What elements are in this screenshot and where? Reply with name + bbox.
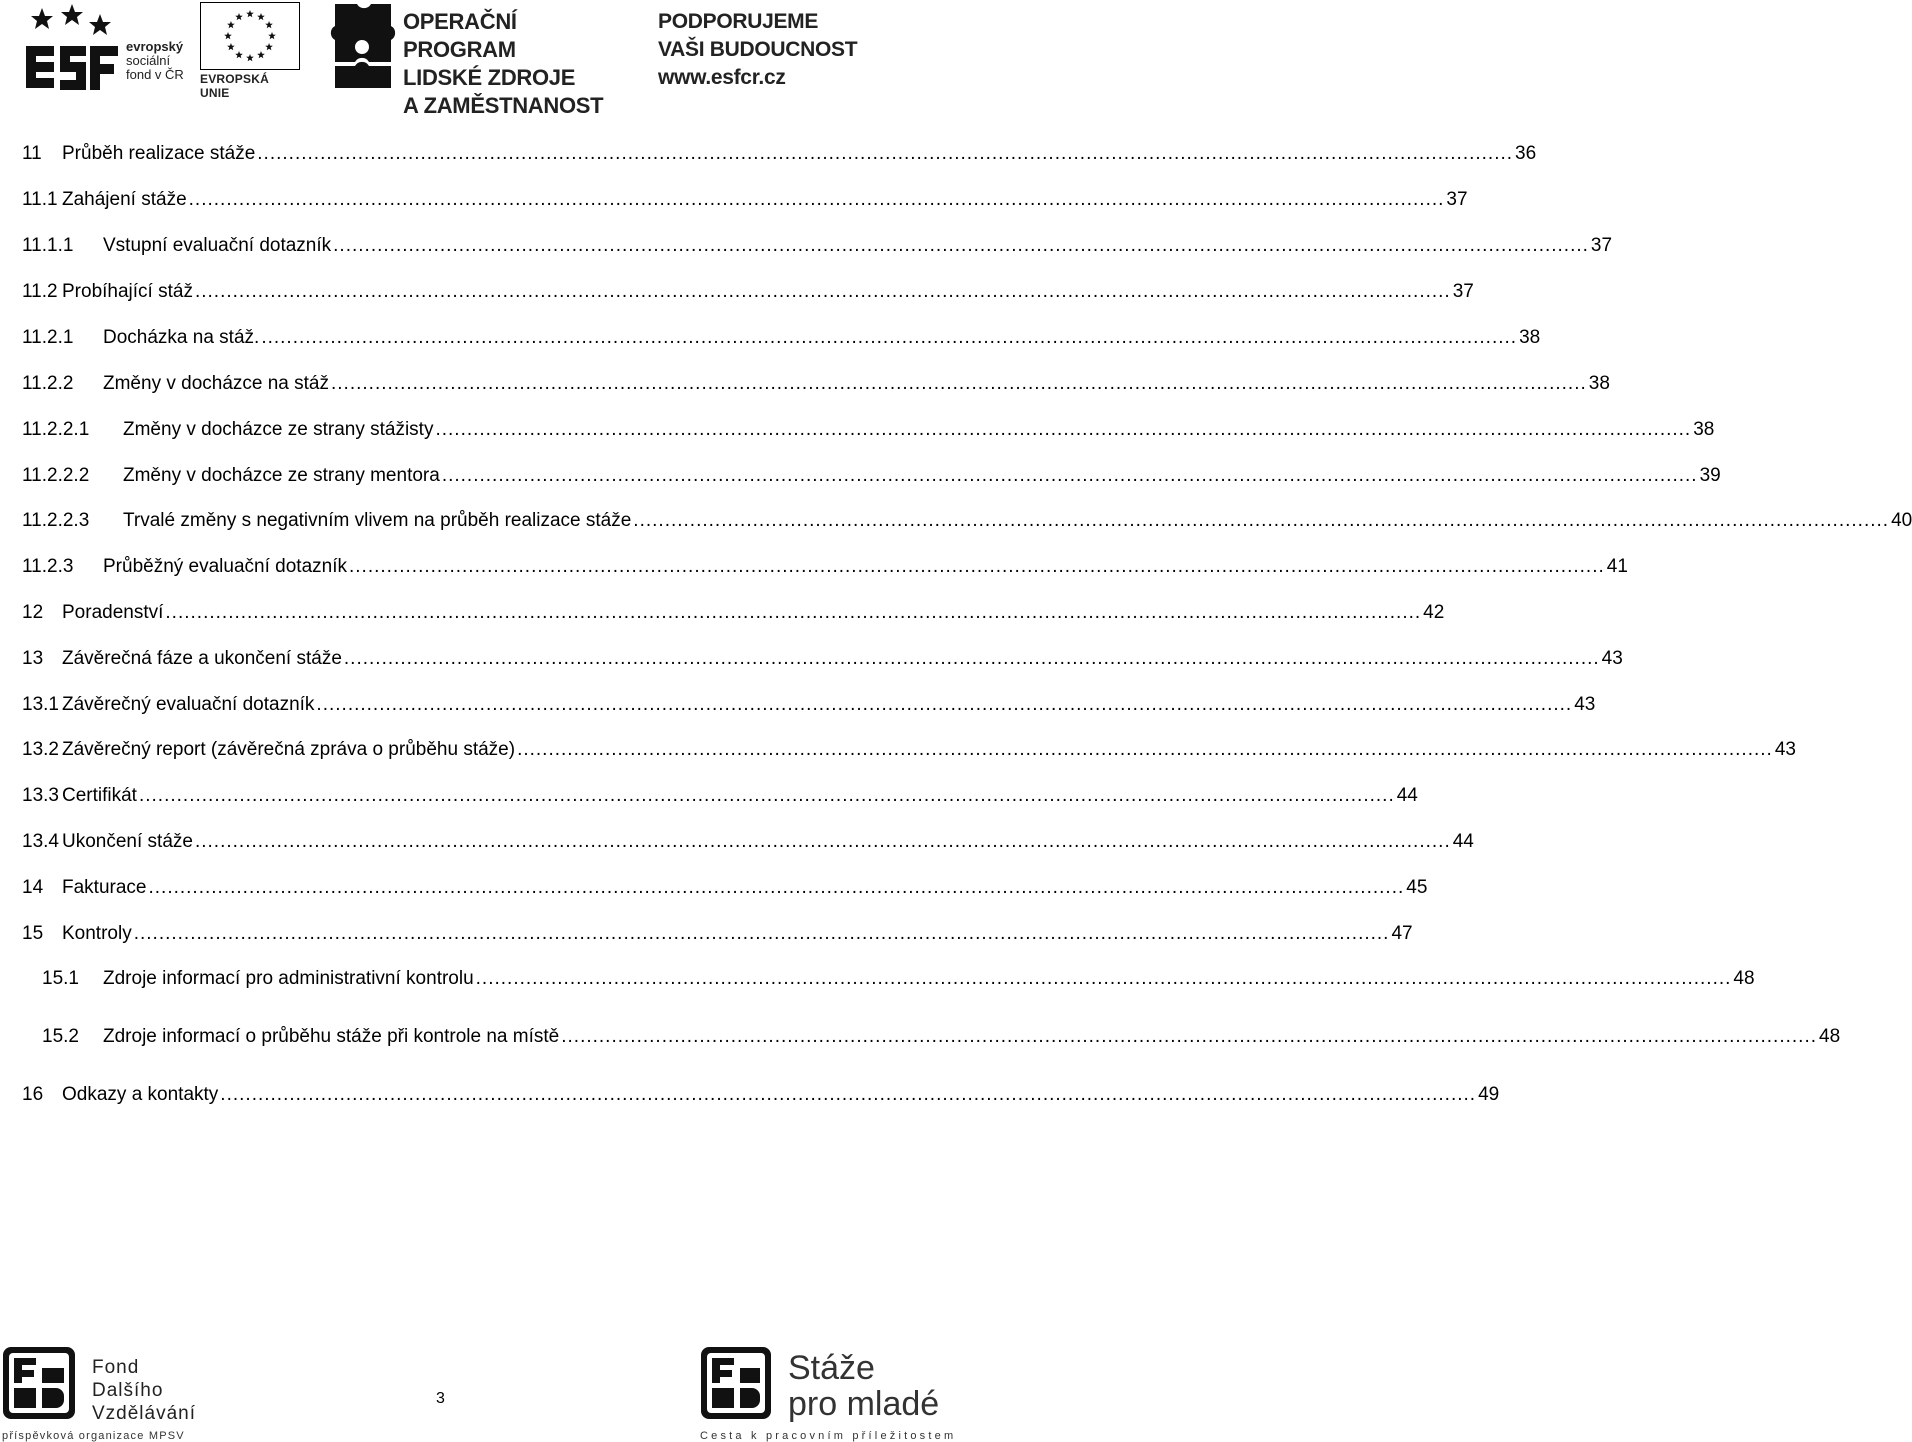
eu-label: EVROPSKÁ UNIE [200, 72, 269, 100]
toc-dot-leader: ........................................................................................................................................................................................................ [435, 419, 1692, 440]
toc-entry-title: Zdroje informací o průběhu stáže při kontrole na místě [103, 1026, 560, 1047]
toc-entry-page: 37 [1452, 281, 1474, 302]
toc-dot-leader: ........................................................................................................................................................................................................ [133, 923, 1390, 944]
toc-entry[interactable] [42, 968, 1755, 992]
toc-entry-number: 15.1 [42, 968, 79, 989]
toc-entry-page: 36 [1515, 143, 1537, 164]
toc-entry-page: 48 [1733, 968, 1755, 989]
toc-entry-number: 11.2 [22, 281, 58, 302]
toc-dot-leader: ........................................................................................................................................................................................................ [633, 510, 1890, 531]
toc-entry-number: 13.3 [22, 785, 59, 806]
toc-entry-page: 44 [1396, 785, 1418, 806]
toc-entry[interactable] [22, 877, 1428, 901]
toc-entry-number: 15 [22, 923, 44, 944]
toc-entry-number: 11.2.2.2 [22, 465, 90, 486]
toc-entry-title: Certifikát [62, 785, 137, 806]
eu-star-icon [265, 43, 273, 50]
toc-dot-leader: ........................................................................................................................................................................................................ [148, 877, 1405, 898]
spm-subtitle: Cesta k pracovním příležitostem [700, 1430, 957, 1442]
toc-entry[interactable] [42, 1026, 1841, 1050]
toc-entry-number: 11.2.2.1 [22, 419, 90, 440]
eu-star-icon [224, 32, 232, 39]
toc-dot-leader: ........................................................................................................................................................................................................ [331, 373, 1587, 394]
toc-entry[interactable] [22, 556, 1628, 580]
op-line-1: OPERAČNÍ PROGRAM [403, 9, 517, 62]
toc-entry-page: 37 [1446, 189, 1468, 210]
toc-entry-page: 43 [1574, 694, 1596, 715]
toc-entry[interactable] [22, 510, 1912, 534]
eu-star-icon [265, 21, 273, 28]
toc-entry-number: 11.2.3 [22, 556, 74, 577]
esf-line-1: evropský [126, 39, 184, 54]
op-line-3: A ZAMĚSTNANOST [403, 93, 604, 118]
toc-entry-page: 38 [1519, 327, 1541, 348]
toc-entry-number: 16 [22, 1084, 44, 1105]
toc-entry-page: 38 [1693, 419, 1715, 440]
toc-entry-title: Kontroly [62, 923, 132, 944]
spm-line-2: pro mladé [788, 1385, 940, 1423]
toc-dot-leader: ........................................................................................................................................................................................................ [138, 785, 1395, 806]
toc-entry-title: Průběh realizace stáže [62, 143, 256, 164]
toc-dot-leader: ........................................................................................................................................................................................................ [343, 648, 1600, 669]
eu-star-icon [235, 13, 243, 20]
toc-entry-title: Probíhající stáž [62, 281, 193, 302]
toc-entry-number: 13.4 [22, 831, 59, 852]
toc-dot-leader: ........................................................................................................................................................................................................ [333, 235, 1589, 256]
toc-dot-leader: ........................................................................................................................................................................................................ [349, 556, 1605, 577]
toc-dot-leader: ........................................................................................................................................................................................................ [441, 465, 1698, 486]
toc-entry-page: 43 [1601, 648, 1623, 669]
fdv-logo [2, 1346, 242, 1442]
esf-line-3: fond v ČR [126, 67, 184, 82]
toc-entry[interactable] [22, 1084, 1500, 1108]
fdv-logo-mark [2, 1346, 76, 1420]
toc-entry-page: 41 [1606, 556, 1628, 577]
eu-star-icon [257, 13, 265, 20]
toc-entry-number: 13.2 [22, 739, 59, 760]
toc-entry-title: Závěrečná fáze a ukončení stáže [62, 648, 342, 669]
toc-entry-page: 39 [1699, 465, 1721, 486]
esf-logo-text [126, 40, 184, 82]
toc-entry[interactable] [22, 235, 1613, 259]
toc-dot-leader: ........................................................................................................................................................................................................ [220, 1084, 1477, 1105]
toc-dot-leader: ........................................................................................................................................................................................................ [165, 602, 1422, 623]
toc-entry-number: 11.2.2.3 [22, 510, 90, 531]
spm-logo [700, 1346, 960, 1442]
toc-entry-number: 11.2.1 [22, 327, 74, 348]
toc-entry[interactable] [22, 923, 1413, 947]
toc-dot-leader: ........................................................................................................................................................................................................ [517, 739, 1773, 760]
eu-logo [200, 2, 300, 100]
eu-star-icon [246, 10, 254, 17]
page-number: 3 [436, 1390, 445, 1407]
toc-entry-number: 11 [22, 143, 42, 164]
toc-dot-leader: ........................................................................................................................................................................................................ [194, 831, 1451, 852]
toc-dot-leader: ........................................................................................................................................................................................................ [316, 694, 1573, 715]
esf-logo [22, 2, 194, 90]
toc-entry-number: 14 [22, 877, 44, 898]
fdv-word-2: Dalšího [92, 1380, 164, 1401]
op-line-2: LIDSKÉ ZDROJE [403, 65, 576, 90]
esf-logo-mark [22, 2, 122, 90]
toc-entry[interactable] [22, 602, 1445, 626]
page-header [0, 0, 960, 118]
spm-line-1: Stáže [788, 1349, 875, 1387]
fdv-logo-text [92, 1356, 196, 1425]
toc-entry-page: 38 [1588, 373, 1610, 394]
eu-star-icon [227, 21, 235, 28]
toc-dot-leader: ........................................................................................................................................................................................................ [257, 143, 1514, 164]
toc-entry[interactable] [22, 785, 1418, 809]
toc-entry[interactable] [22, 465, 1721, 489]
toc-entry[interactable] [22, 648, 1623, 672]
toc-entry-page: 43 [1774, 739, 1796, 760]
toc-dot-leader: ........................................................................................................................................................................................................ [561, 1026, 1817, 1047]
spm-logo-mark [700, 1346, 772, 1420]
spm-logo-text [788, 1350, 939, 1422]
toc-dot-leader: ........................................................................................................................................................................................................ [261, 327, 1518, 348]
toc-entry-page: 48 [1819, 1026, 1841, 1047]
slogan-line-1: PODPORUJEME [658, 10, 819, 33]
toc-entry[interactable] [22, 831, 1474, 855]
toc-entry-title: Zdroje informací pro administrativní kontrolu [103, 968, 474, 989]
toc-entry-title: Odkazy a kontakty [62, 1084, 219, 1105]
toc-entry-number: 11.2.2 [22, 373, 74, 394]
toc-entry-page: 49 [1478, 1084, 1500, 1105]
toc-entry[interactable] [22, 739, 1796, 763]
toc-entry-page: 37 [1590, 235, 1613, 256]
toc-entry[interactable] [22, 189, 1468, 213]
op-logo-text [403, 8, 633, 120]
toc-entry-title: Závěrečný report (závěrečná zpráva o průběhu stáže) [62, 739, 516, 760]
toc-entry-title: Průběžný evaluační dotazník [103, 556, 347, 577]
toc-entry-number: 15.2 [42, 1026, 79, 1047]
toc-entry[interactable] [22, 327, 1541, 351]
fdv-subtitle: příspěvková organizace MPSV [2, 1430, 185, 1442]
toc-entry[interactable] [22, 419, 1715, 443]
toc-dot-leader: ........................................................................................................................................................................................................ [475, 968, 1732, 989]
slogan-line-2: VAŠI BUDOUCNOST [658, 38, 858, 61]
toc-entry-title: Docházka na stáž. [103, 327, 260, 348]
toc-entry-number: 13.1 [22, 694, 59, 715]
toc-entry-page: 45 [1406, 877, 1428, 898]
eu-star-icon [235, 51, 243, 58]
eu-star-icon [246, 54, 254, 61]
slogan-logo [658, 8, 857, 92]
toc-entry-page: 40 [1891, 510, 1912, 531]
eu-star-icon [227, 43, 235, 50]
eu-stars-icon [200, 2, 300, 70]
eu-star-icon [257, 51, 265, 58]
eu-star-icon [268, 32, 276, 39]
toc-entry[interactable] [22, 373, 1610, 397]
toc-entry-title: Závěrečný evaluační dotazník [62, 694, 315, 715]
toc-entry-number: 13 [22, 648, 44, 669]
toc-entry-title: Trvalé změny s negativním vlivem na průběh realizace stáže [123, 510, 632, 531]
toc-entry-title: Zahájení stáže [62, 189, 187, 210]
toc-entry-title: Ukončení stáže [62, 831, 193, 852]
toc-entry-title: Změny v docházce ze strany mentora [123, 465, 440, 486]
toc-entry[interactable] [22, 281, 1474, 305]
fdv-word-3: Vzdělávání [92, 1403, 197, 1424]
slogan-url: www.esfcr.cz [658, 66, 786, 89]
toc-entry-title: Změny v docházce ze strany stážisty [123, 419, 434, 440]
toc-entry-number: 11.1.1 [22, 235, 74, 256]
toc-entry-title: Poradenství [62, 602, 164, 623]
puzzle-icon [333, 2, 393, 90]
toc-entry-title: Vstupní evaluační dotazník [103, 235, 332, 256]
toc-entry-number: 11.1 [22, 189, 58, 210]
toc-entry[interactable] [22, 143, 1537, 167]
toc-entry-page: 44 [1452, 831, 1474, 852]
toc-dot-leader: ........................................................................................................................................................................................................ [188, 189, 1445, 210]
toc-entry-title: Fakturace [62, 877, 147, 898]
toc-entry-page: 47 [1391, 923, 1413, 944]
fdv-word-1: Fond [92, 1357, 140, 1378]
toc-entry[interactable] [22, 694, 1596, 718]
page-footer [0, 1340, 960, 1442]
toc-entry-title: Změny v docházce na stáž [103, 373, 329, 394]
toc-entry-page: 42 [1423, 602, 1445, 623]
toc-entry-number: 12 [22, 602, 44, 623]
toc-dot-leader: ........................................................................................................................................................................................................ [194, 281, 1451, 302]
esf-line-2: sociální [126, 53, 171, 68]
op-logo [333, 2, 633, 118]
